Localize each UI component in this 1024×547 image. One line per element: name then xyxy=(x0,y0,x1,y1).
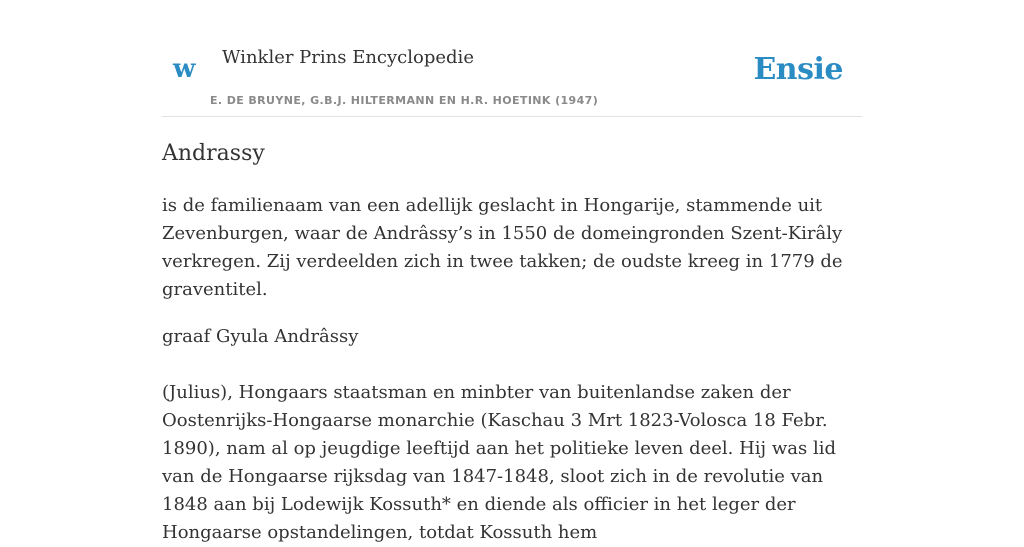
article-title: Andrassy xyxy=(162,141,265,166)
publication-header xyxy=(162,0,862,117)
article-subheading: graaf Gyula Andrâssy xyxy=(162,326,359,347)
ensie-logo-link[interactable]: Ensie xyxy=(753,52,843,87)
article-intro-paragraph: is de familienaam van een adellijk geslacht in Hongarije, stammende uit Zevenburgen, waar de Andrâssy’s in 1550 de domeingronden Szent-Kirâly verkregen. Zij verdeelden zich in twee takken; de oudste kreeg in 1779 de graventitel. xyxy=(162,195,843,300)
publication-title-link[interactable]: Winkler Prins Encyclopedie xyxy=(222,47,474,68)
page-container xyxy=(162,0,862,543)
publication-authors: E. DE BRUYNE, G.B.J. HILTERMANN EN H.R. HOETINK (1947) xyxy=(210,94,599,107)
publication-logo-icon[interactable]: w xyxy=(173,54,196,84)
article-body-paragraph: (Julius), Hongaars staatsman en minbter van buitenlandse zaken der Oostenrijks-Hongaarse monarchie (Kaschau 3 Mrt 1823-Volosca 18 Febr. 1890), nam al op jeugdige leeftijd aan het politieke leven deel. Hij was lid van de Hongaarse rijksdag van 1847-1848, sloot zich in de revolutie van 1848 aan bij Lodewijk Kossuth* en diende als officier in het leger der Hongaarse opstandelingen, totdat Kossuth hem xyxy=(162,382,836,543)
